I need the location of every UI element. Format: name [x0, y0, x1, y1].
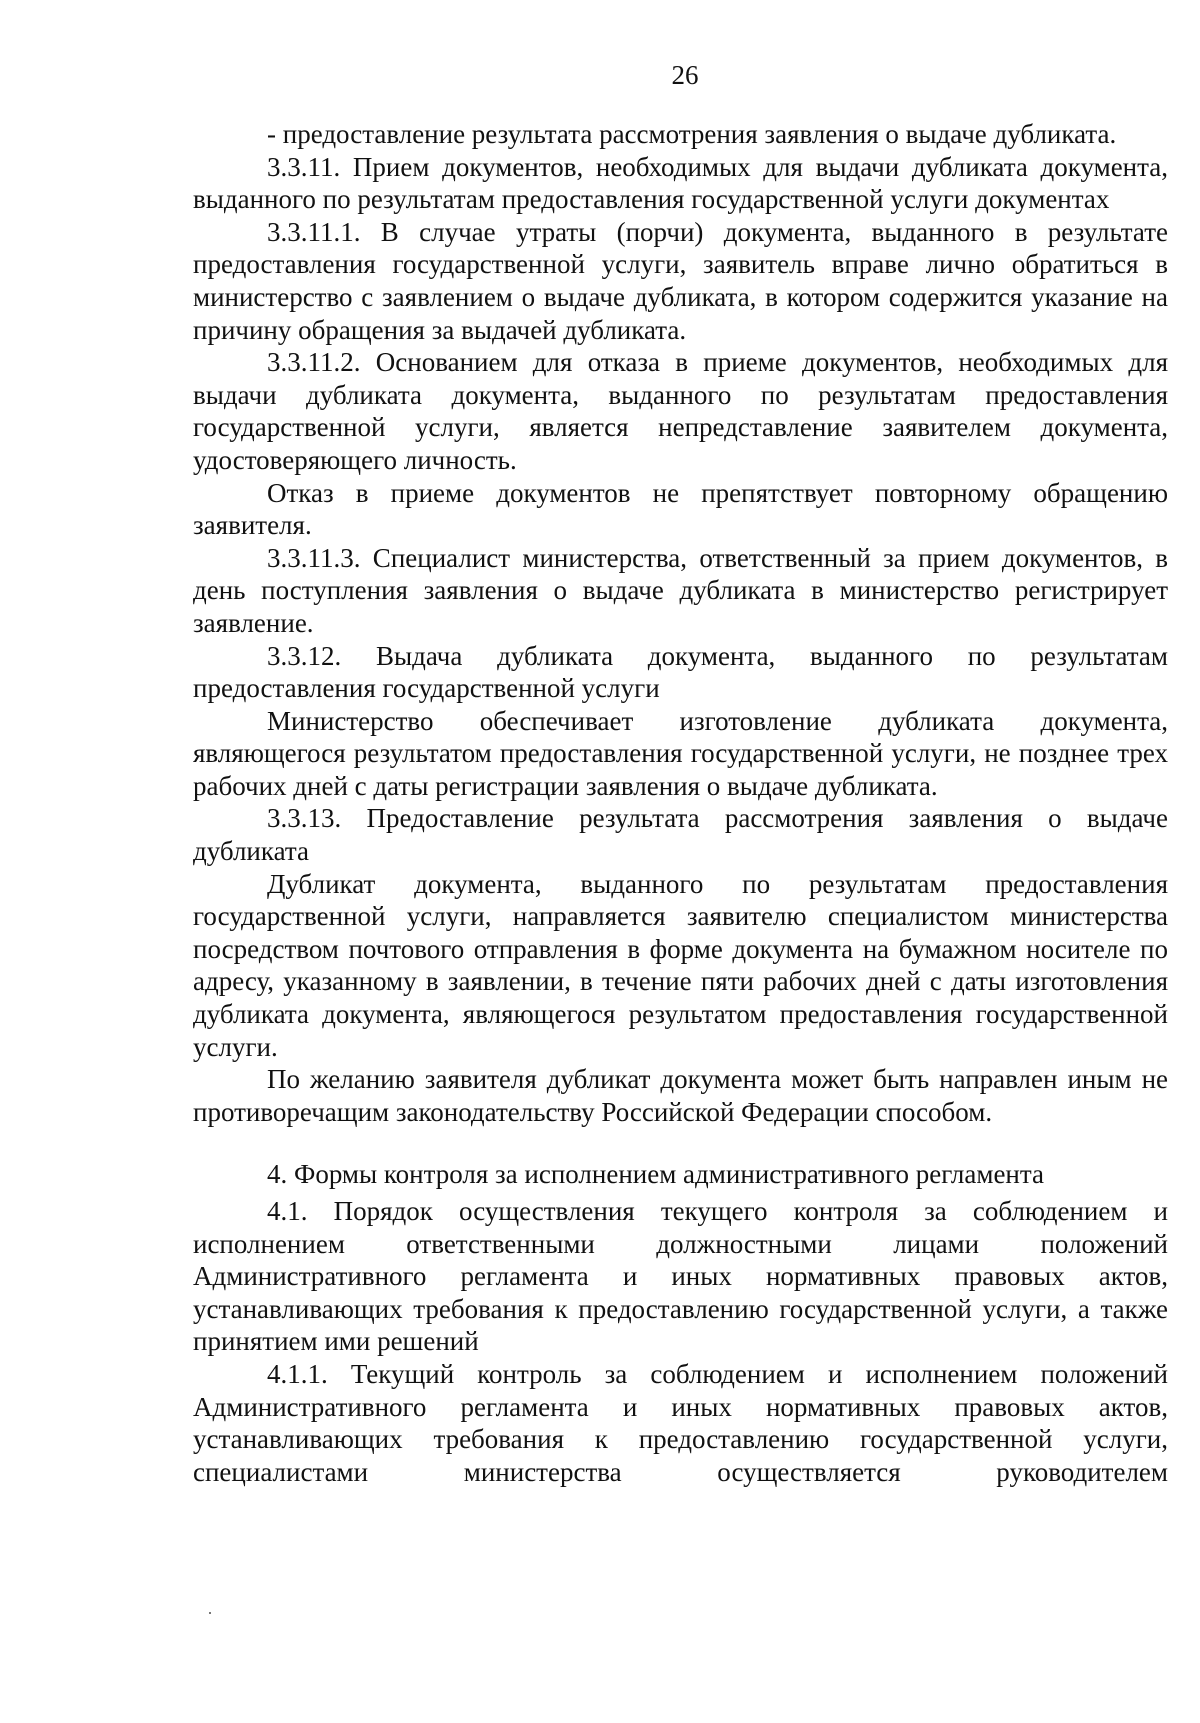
- paragraph: 3.3.11.1. В случае утраты (порчи) документа, выданного в результате предоставления государственной услуги, заявитель вправе лично обратиться в министерство с заявлением о выдаче дубликата, в котором содержится указание на причину обращения за выдачей дубликата.: [193, 216, 1168, 345]
- paragraph: Отказ в приеме документов не препятствует повторному обращению заявителя.: [193, 477, 1168, 541]
- scan-speck: [209, 1612, 211, 1614]
- paragraph: 4.1.1. Текущий контроль за соблюдением и исполнением положений Административного регламента и иных нормативных правовых актов, устанавливающих требования к предоставлению государственной услуги, специалистами министерства осуществляется руководителем: [193, 1358, 1168, 1487]
- paragraph: Дубликат документа, выданного по результатам предоставления государственной услуги, направляется заявителю специалистом министерства посредством почтового отправления в форме документа на бумажном носителе по адресу, указанному в заявлении, в течение пяти рабочих дней с даты изготовления дубликата документа, являющегося результатом предоставления государственной услуги.: [193, 868, 1168, 1062]
- paragraph: Министерство обеспечивает изготовление дубликата документа, являющегося результатом предоставления государственной услуги, не позднее трех рабочих дней с даты регистрации заявления о выдаче дубликата.: [193, 705, 1168, 801]
- paragraph: По желанию заявителя дубликат документа может быть направлен иным не противоречащим законодательству Российской Федерации способом.: [193, 1064, 1168, 1127]
- paragraph: 3.3.13. Предоставление результата рассмотрения заявления о выдаче дубликата: [193, 803, 1168, 867]
- page-number: 26: [671, 60, 699, 90]
- section-spacer: [193, 1128, 1168, 1158]
- paragraph: 3.3.11.3. Специалист министерства, ответственный за прием документов, в день поступления заявления о выдаче дубликата в министерство регистрирует заявление.: [193, 542, 1168, 638]
- paragraph: 3.3.11.2. Основанием для отказа в приеме документов, необходимых для выдачи дубликата документа, выданного по результатам предоставления государственной услуги, является непредставление заявителем документа, удостоверяющего личность.: [193, 347, 1168, 475]
- section-heading: 4. Формы контроля за исполнением административного регламента: [267, 1159, 1044, 1190]
- paragraph: - предоставление результата рассмотрения заявления о выдаче дубликата.: [267, 119, 1117, 149]
- paragraph: 4.1. Порядок осуществления текущего контроля за соблюдением и исполнением ответственными должностными лицами положений Административного регламента и иных нормативных правовых актов, устанавливающих требования к предоставлению государственной услуги, а также принятием ими решений: [193, 1196, 1168, 1357]
- paragraph: 3.3.12. Выдача дубликата документа, выданного по результатам предоставления государственной услуги: [193, 640, 1168, 704]
- document-body: [193, 118, 1168, 1488]
- paragraph: 3.3.11. Прием документов, необходимых для выдачи дубликата документа, выданного по результатам предоставления государственной услуги документах: [193, 151, 1168, 215]
